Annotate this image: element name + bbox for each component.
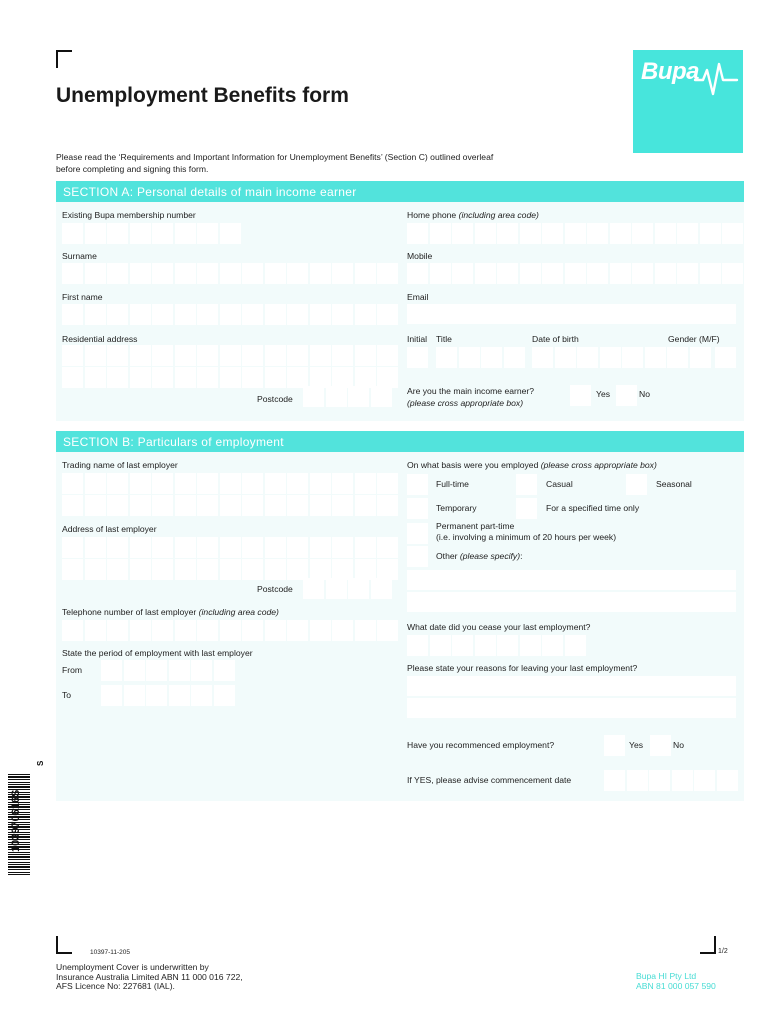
employer-tel-label: Telephone number of last employer (including area code) (62, 607, 279, 617)
initial-field[interactable] (407, 347, 428, 368)
bupa-logo (633, 50, 743, 153)
employer-address-line-1[interactable] (62, 537, 400, 558)
main-earner-no-label: No (639, 389, 650, 399)
barcode-number: 103970616S (10, 789, 22, 852)
membership-label: Existing Bupa membership number (62, 210, 196, 220)
recommenced-no-checkbox[interactable] (650, 735, 671, 756)
temporary-label: Temporary (436, 503, 477, 513)
logo-text: Bupa (641, 58, 699, 85)
commencement-question: If YES, please advise commencement date (407, 775, 572, 785)
other-checkbox[interactable] (407, 546, 428, 567)
section-a-heading: SECTION A: Personal details of main income earner (56, 181, 744, 202)
other-specify-line-1[interactable] (407, 570, 736, 590)
main-earner-yes-label: Yes (596, 389, 611, 399)
reasons-question: Please state your reasons for leaving your last employment? (407, 663, 638, 673)
main-earner-yes-checkbox[interactable] (570, 385, 591, 406)
from-date-field[interactable] (101, 660, 236, 681)
title-label: Title (436, 334, 452, 344)
mobile-label: Mobile (407, 251, 433, 261)
recommenced-question: Have you recommenced employment? (407, 740, 555, 750)
casual-label: Casual (546, 479, 573, 489)
crop-mark-top-left (56, 50, 72, 68)
full-time-label: Full-time (436, 479, 469, 489)
postcode-field[interactable] (303, 386, 393, 407)
dob-label: Date of birth (532, 334, 579, 344)
heartbeat-icon (633, 50, 743, 153)
page-number: 1/2 (718, 948, 728, 955)
specified-time-label: For a specified time only (546, 503, 640, 513)
full-time-checkbox[interactable] (407, 474, 428, 495)
residential-address-label: Residential address (62, 334, 138, 344)
commencement-date-field[interactable] (604, 770, 739, 791)
main-earner-hint: (please cross appropriate box) (407, 398, 524, 408)
seasonal-checkbox[interactable] (626, 474, 647, 495)
email-field[interactable] (407, 304, 736, 324)
first-name-label: First name (62, 292, 103, 302)
main-earner-question: Are you the main income earner? (407, 386, 535, 396)
margin-s-mark: S (36, 760, 45, 766)
trading-name-label: Trading name of last employer (62, 460, 178, 470)
employer-postcode-label: Postcode (257, 584, 293, 594)
surname-label: Surname (62, 251, 97, 261)
page-title: Unemployment Benefits form (56, 84, 349, 107)
initial-label: Initial (407, 334, 428, 344)
seasonal-label: Seasonal (656, 479, 692, 489)
email-label: Email (407, 292, 429, 302)
crop-mark-bottom-right (700, 936, 716, 954)
main-earner-no-checkbox[interactable] (616, 385, 637, 406)
to-label: To (62, 690, 72, 700)
form-code: 10397-11-205 (90, 949, 130, 956)
to-date-field[interactable] (101, 685, 236, 706)
surname-field[interactable] (62, 263, 400, 284)
section-b (56, 431, 744, 801)
other-label: Other (please specify): (436, 551, 523, 561)
title-field[interactable] (436, 347, 526, 368)
perm-part-time-label: Permanent part-time (436, 521, 515, 531)
gender-field[interactable] (715, 347, 736, 368)
temporary-checkbox[interactable] (407, 498, 428, 519)
gender-label: Gender (M/F) (668, 334, 720, 344)
address-line-2[interactable] (62, 367, 400, 388)
employer-postcode-field[interactable] (303, 578, 393, 599)
employer-address-line-2[interactable] (62, 559, 400, 580)
basis-question: On what basis were you employed (please cross appropriate box) (407, 460, 657, 470)
period-label: State the period of employment with last employer (62, 648, 253, 658)
perm-part-time-note: (i.e. involving a minimum of 20 hours per week) (436, 532, 617, 542)
date-of-birth-field[interactable] (532, 347, 712, 368)
postcode-label: Postcode (257, 394, 293, 404)
recommenced-yes-label: Yes (629, 740, 644, 750)
cease-date-question: What date did you cease your last employment? (407, 622, 591, 632)
first-name-field[interactable] (62, 304, 400, 325)
section-b-heading: SECTION B: Particulars of employment (56, 431, 744, 452)
home-phone-label: Home phone (including area code) (407, 210, 539, 220)
trading-name-line-2[interactable] (62, 495, 400, 516)
reasons-line-2[interactable] (407, 698, 736, 718)
home-phone-field[interactable] (407, 223, 745, 244)
crop-mark-bottom-left (56, 936, 72, 954)
other-specify-line-2[interactable] (407, 592, 736, 612)
reasons-line-1[interactable] (407, 676, 736, 696)
intro-text: Please read the ‘Requirements and Important Information for Unemployment Benefits’ (Section C) outlined overleaf before completing and signing this form. (56, 152, 494, 174)
perm-part-time-checkbox[interactable] (407, 523, 428, 544)
company-abn: Bupa HI Pty Ltd ABN 81 000 057 590 (636, 971, 716, 991)
underwriter-note: Unemployment Cover is underwritten by Insurance Australia Limited ABN 11 000 016 722, AFS Licence No: 227681 (IAL). (56, 962, 243, 991)
cease-date-field[interactable] (407, 635, 587, 656)
specified-time-checkbox[interactable] (516, 498, 537, 519)
membership-number-field[interactable] (62, 223, 242, 244)
recommenced-no-label: No (673, 740, 684, 750)
casual-checkbox[interactable] (516, 474, 537, 495)
from-label: From (62, 665, 83, 675)
recommenced-yes-checkbox[interactable] (604, 735, 625, 756)
trading-name-line-1[interactable] (62, 473, 400, 494)
section-a (56, 181, 744, 421)
address-line-1[interactable] (62, 345, 400, 366)
employer-address-label: Address of last employer (62, 524, 157, 534)
mobile-field[interactable] (407, 263, 745, 284)
employer-tel-field[interactable] (62, 620, 400, 641)
